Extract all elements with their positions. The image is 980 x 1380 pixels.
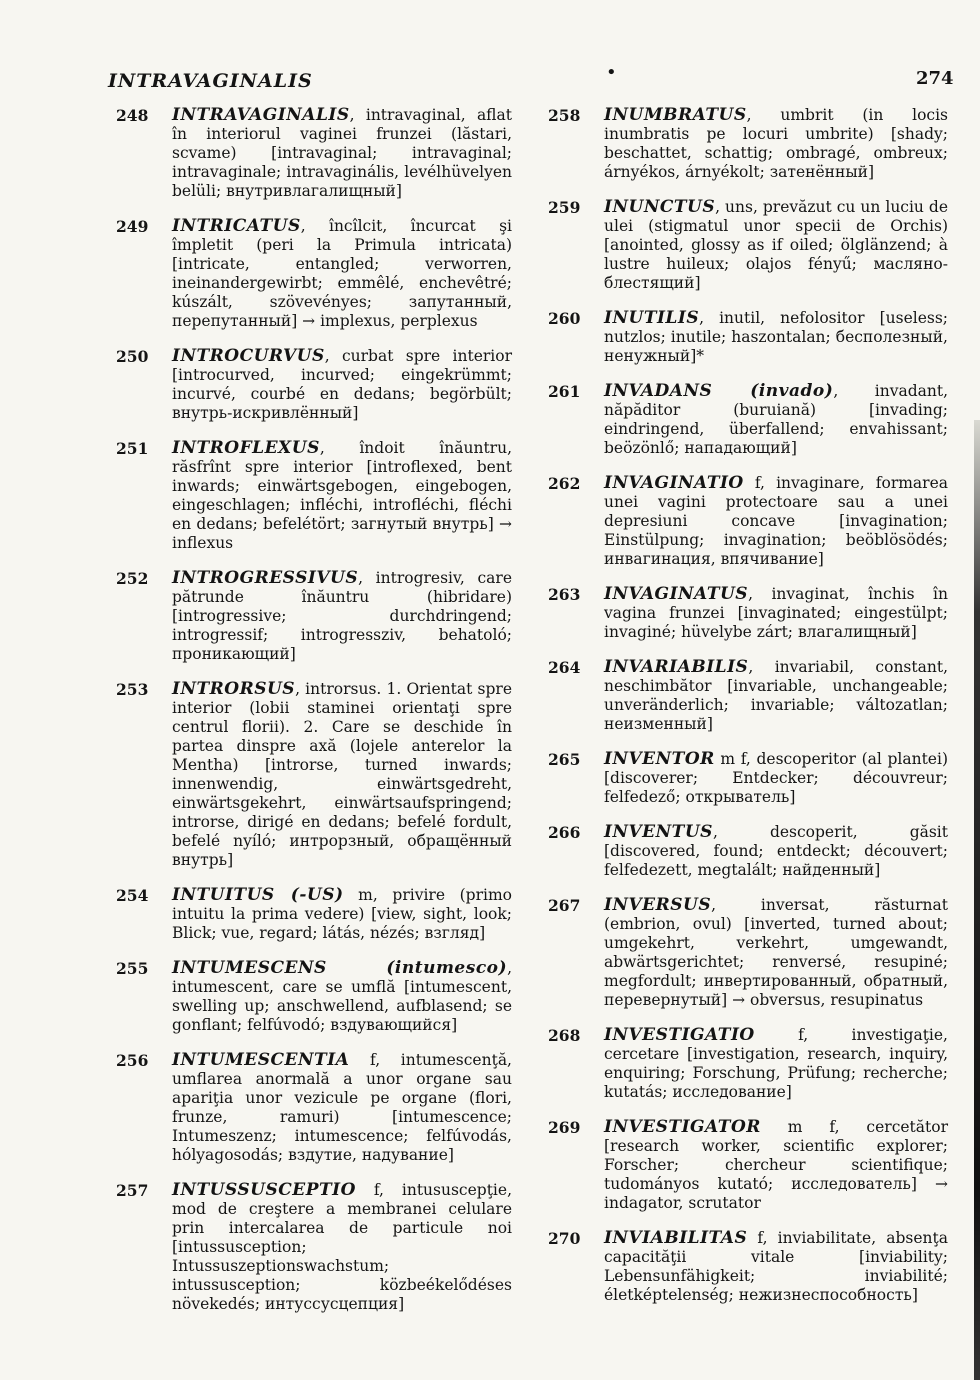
- definition: m f, descoperitor (al plantei) [discoverer; Entdecker; découvreur; felfedező; открыватель]: [604, 750, 948, 806]
- entry-text: [172, 569, 512, 664]
- entry-249: [116, 217, 512, 331]
- definition: f, inviabilitate, absenţa capacităţii vitale [inviability; Lebensunfähigkeit; inviabilité; életképtelenség; нежизнеспособность]: [604, 1229, 948, 1304]
- scan-edge-shadow: [974, 420, 980, 1380]
- headword: INTROGRESSIVUS: [172, 568, 359, 588]
- entry-255: [116, 959, 512, 1035]
- entry-number: 267: [548, 896, 581, 915]
- entry-265: [548, 750, 948, 807]
- headword: INUTILIS: [604, 308, 700, 328]
- definition: , inutil, nefolositor [useless; nutzlos; inutile; haszontalan; бесполезный, ненужный]*: [604, 309, 948, 365]
- entry-number: 255: [116, 959, 149, 978]
- entry-number: 266: [548, 823, 581, 842]
- entry-text: [172, 680, 512, 870]
- entry-text: [604, 198, 948, 293]
- definition: m, privire (primo intuitu la prima vedere) [view, sight, look; Blick; vue, regard; látás, nézés; взгляд]: [172, 886, 513, 942]
- definition: f, invaginare, formarea unei vagini protectoare sau a unei depresiuni concave [invagination; Einstülpung; invagination; beöblösödés; инвагинация, впячивание]: [604, 474, 948, 568]
- headword: INVAGINATIO: [604, 473, 744, 493]
- headword: INTROFLEXUS: [172, 438, 320, 458]
- definition: f, investigaţie, cercetare [investigation, research, inquiry, enquiring; Forschung, Prüfung; recherche; kutatás; исследование]: [604, 1026, 948, 1101]
- entry-number: 249: [116, 217, 149, 236]
- entry-number: 260: [548, 309, 581, 328]
- headword: INTUMESCENS (intumesco): [172, 958, 508, 978]
- entry-254: [116, 886, 512, 943]
- running-header: INTRAVAGINALIS: [108, 70, 313, 92]
- definition: f, intususcepţie, mod de creştere a membranei celulare prin intercalarea de particule noi [intussusception; Intussuszeptionswachstum; intussusception; közbeékelődéses növekedés; интуссусцепция]: [172, 1181, 512, 1313]
- entry-text: [604, 1229, 948, 1305]
- header-dot: •: [606, 62, 617, 83]
- entry-text: [604, 585, 948, 642]
- entry-264: [548, 658, 948, 734]
- headword: INVARIABILIS: [604, 657, 749, 677]
- definition: , intumescent, care se umflă [intumescent, swelling up; anschwellend, aufblasend; se gonflant; felfúvodó; вздувающийся]: [172, 959, 512, 1034]
- entry-number: 269: [548, 1118, 581, 1137]
- headword: INTUITUS (-US): [172, 885, 344, 905]
- definition: , uns, prevăzut cu un luciu de ulei (stigmatul unor specii de Orchis) [anointed, glossy as if oiled; ölglänzend; à lustre huileux; olajos fényű; масляно-блестящий]: [604, 198, 948, 292]
- entry-269: [548, 1118, 948, 1213]
- entry-number: 253: [116, 680, 149, 699]
- entry-text: [604, 658, 948, 734]
- entry-text: [604, 106, 948, 182]
- definition: , îndoit înăuntru, răsfrînt spre interior [introflexed, bent inwards; einwärtsgebogen, eingebogen, eingeschlagen; infléchi, introfléchi, fléchi en dedans; befelétört; загнутый внутрь] → inflexus: [172, 439, 512, 552]
- definition: , introgresiv, care pătrunde înăuntru (hibridare) [introgressive; durchdringend; introgressif; introgressziv, behatoló; проникающий]: [172, 569, 512, 663]
- headword: INTRAVAGINALIS: [172, 105, 350, 125]
- entry-text: [604, 309, 948, 366]
- headword: INTUSSUSCEPTIO: [172, 1180, 356, 1200]
- entry-number: 256: [116, 1051, 149, 1070]
- definition: , încîlcit, încurcat şi împletit (peri la Primula intricata) [intricate, entangled; verworren, ineinandergewirbt; emmêlé, enchevêtré; kúszált, szövevényes; запутанный, перепутанный] → implexus, perplexus: [172, 217, 512, 330]
- entry-259: [548, 198, 948, 293]
- entry-number: 251: [116, 439, 149, 458]
- entry-number: 248: [116, 106, 149, 125]
- entry-number: 268: [548, 1026, 581, 1045]
- entry-number: 265: [548, 750, 581, 769]
- right-column: [548, 106, 948, 1321]
- entry-text: [604, 823, 948, 880]
- headword: INVERSUS: [604, 895, 712, 915]
- entry-text: [172, 106, 512, 201]
- entry-261: [548, 382, 948, 458]
- headword: INTRORSUS: [172, 679, 296, 699]
- headword: INVAGINATUS: [604, 584, 749, 604]
- entry-262: [548, 474, 948, 569]
- entry-number: 254: [116, 886, 149, 905]
- headword: INTROCURVUS: [172, 346, 325, 366]
- entry-text: [172, 217, 512, 331]
- entry-text: [172, 1051, 512, 1165]
- headword: INVIABILITAS: [604, 1228, 748, 1248]
- entry-260: [548, 309, 948, 366]
- entry-number: 250: [116, 347, 149, 366]
- entry-268: [548, 1026, 948, 1102]
- headword: INVADANS (invado): [604, 381, 834, 401]
- definition: , intravaginal, aflat în interiorul vaginei frunzei (lăstari, scvame) [intravaginal; intravaginal; intravaginale; intravaginális, levélhüvelyen belüli; внутривлагалищный]: [172, 106, 512, 200]
- entry-text: [172, 347, 512, 423]
- entry-270: [548, 1229, 948, 1305]
- entry-text: [604, 750, 948, 807]
- entry-text: [172, 439, 512, 553]
- page-number: 274: [916, 68, 954, 89]
- entry-number: 258: [548, 106, 581, 125]
- definition: , invaginat, închis în vagina frunzei [invaginated; eingestülpt; invaginé; hüvelybe zárt; влагалищный]: [604, 585, 948, 641]
- headword: INTUMESCENTIA: [172, 1050, 350, 1070]
- definition: f, intumescenţă, umflarea anormală a unor organe sau apariţia unor vezicule pe organe (flori, frunze, ramuri) [intumescence; Intumeszenz; intumescence; felfúvodás, hólyagosodás; вздутие, надувание]: [172, 1051, 512, 1164]
- entry-text: [604, 474, 948, 569]
- entry-257: [116, 1181, 512, 1314]
- entry-number: 261: [548, 382, 581, 401]
- entry-248: [116, 106, 512, 201]
- definition: , descoperit, găsit [discovered, found; entdeckt; découvert; felfedezett, megtalált; найденный]: [604, 823, 948, 879]
- entry-number: 264: [548, 658, 581, 677]
- entry-number: 262: [548, 474, 581, 493]
- entry-266: [548, 823, 948, 880]
- definition: , curbat spre interior [introcurved, incurved; eingekrümmt; incurvé, courbé en dedans; begörbült; внутрь-искривлённый]: [172, 347, 512, 422]
- definition: , invadant, năpăditor (buruiană) [invading; eindringend, überfallend; envahissant; beözönlő; нападающий]: [604, 382, 948, 457]
- definition: m f, cercetător [research worker, scientific explorer; Forscher; chercheur scientifique; tudományos kutató; исследователь] → indagator, scrutator: [604, 1118, 948, 1212]
- entry-256: [116, 1051, 512, 1165]
- entry-text: [604, 382, 948, 458]
- headword: INVESTIGATIO: [604, 1025, 755, 1045]
- entry-number: 270: [548, 1229, 581, 1248]
- entry-number: 252: [116, 569, 149, 588]
- entry-263: [548, 585, 948, 642]
- entry-250: [116, 347, 512, 423]
- definition: , invariabil, constant, neschimbător [invariable, unchangeable; unveränderlich; invariable; változatlan; неизменный]: [604, 658, 948, 733]
- definition: , introrsus. 1. Orientat spre interior (lobii staminei orientaţi spre centrul florii). 2. Care se deschide în partea dinspre axă (lojele anterelor la Mentha) [introrse, turned inwards; innenwendig, einwärtsgedreht, einwärtsgekehrt, einwärtsaufspringend; introrse, dirigé en dedans; befelé fordult, befelé nyíló; интрорзный, обращённый внутрь]: [172, 680, 512, 869]
- left-column: [116, 106, 512, 1330]
- entry-number: 263: [548, 585, 581, 604]
- entry-text: [604, 896, 948, 1010]
- entry-text: [604, 1026, 948, 1102]
- entry-number: 257: [116, 1181, 149, 1200]
- headword: INVENTUS: [604, 822, 713, 842]
- entry-252: [116, 569, 512, 664]
- entry-text: [604, 1118, 948, 1213]
- headword: INTRICATUS: [172, 216, 301, 236]
- headword: INUMBRATUS: [604, 105, 747, 125]
- headword: INUNCTUS: [604, 197, 716, 217]
- entry-251: [116, 439, 512, 553]
- entry-258: [548, 106, 948, 182]
- entry-253: [116, 680, 512, 870]
- entry-text: [172, 959, 512, 1035]
- entry-text: [172, 886, 512, 943]
- definition: , umbrit (in locis inumbratis pe locuri umbrite) [shady; beschattet, schattig; ombragé, ombreux; árnyékos, árnyékolt; затенённый]: [604, 106, 948, 181]
- headword: INVENTOR: [604, 749, 715, 769]
- entry-267: [548, 896, 948, 1010]
- definition: , inversat, răsturnat (embrion, ovul) [inverted, turned about; umgekehrt, verkehrt, umgewandt, abwärtsgerichtet; renversé, resupiné; megfordult; инвертированный, обратный, перевернутый] → obversus, resupinatus: [604, 896, 948, 1009]
- entry-text: [172, 1181, 512, 1314]
- entry-number: 259: [548, 198, 581, 217]
- headword: INVESTIGATOR: [604, 1117, 761, 1137]
